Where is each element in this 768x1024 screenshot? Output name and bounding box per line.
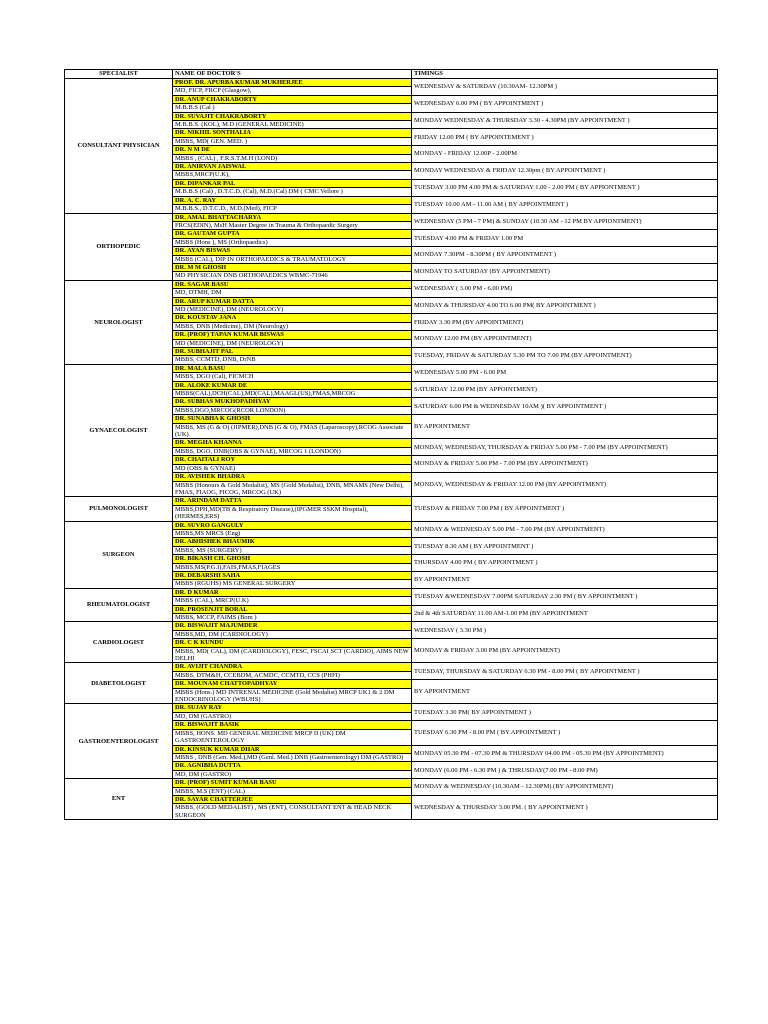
timing-cell: MONDAY & THURSDAY 4.00 TO 6.00 PM( BY APPOINTMENT ) (412, 297, 718, 314)
doctor-name: DR. SUJAY RAY (173, 704, 411, 712)
doctor-name: DR. SUBHAJIT PAL (173, 348, 411, 356)
timing-cell: SATURDAY 12.00 PM (BY APPOINTMENT) (412, 381, 718, 398)
doctor-name: DR. (PROF) SUMIT KUMAR BASU (173, 779, 411, 787)
specialty-cell: DIABETOLOGIST (65, 663, 173, 704)
timing-cell: TUESDAY 4.00 PM & FRIDAY 1.00 PM (412, 230, 718, 247)
timing-cell: TUESDAY 3.30 PM( BY APPOINTMENT ) (412, 704, 718, 721)
doctor-name: DR. CHAITALI ROY (173, 456, 411, 464)
specialty-cell: NEUROLOGIST (65, 280, 173, 364)
doctor-qualifications: MBBS , (CAL) , F.R.S.T.M.H (LOND) (175, 154, 278, 162)
doctor-cell (173, 398, 412, 415)
doctor-name: DR. DEBARSHI SAHA (173, 572, 411, 580)
doctor-qualifications: MBBS, MD( GEN. MED. ) (175, 137, 248, 145)
doctor-cell (173, 415, 412, 439)
doctor-qualifications: MD PHYSICIAN DNB ORTHOPAEDICS WBMC-71946 (175, 272, 328, 280)
timing-cell: MONDAY WEDNESDAY & FRIDAY 12.30pm ( BY APPOINTMENT ) (412, 163, 718, 180)
timing-cell: TUESDAY & FRIDAY 7.00 PM ( BY APPOINTMENT ) (412, 497, 718, 521)
doctor-cell (173, 538, 412, 555)
doctor-qualifications: MBBS, CCMTD, DNB, DrNB (175, 356, 256, 364)
doctor-qualifications: MBBS (CAL), DIP IN ORTHOPAEDICS & TRAUMATOLOGY (175, 255, 347, 263)
timing-cell: WEDNESDAY ( 3.30 PM ) (412, 622, 718, 639)
doctor-cell (173, 762, 412, 779)
table-row (65, 622, 718, 639)
doctor-name: PROF. DR. APURBA KUMAR MUKHERJEE (173, 79, 411, 87)
timing-cell: TUESDAY, THURSDAY & SATURDAY 6.30 PM - 8.00 PM ( BY APPOINTMENT ) (412, 663, 718, 680)
doctor-qualifications: MBBS, DGO (Cal), FICMCH (175, 373, 254, 381)
table-row (65, 79, 718, 96)
timing-cell: FRIDAY 3.30 PM (BY APPOINTMENT) (412, 314, 718, 331)
doctor-qualifications: MBBS, DGO, DNB(OBS & GYNAE), MRCOG 1 (LONDON) (175, 447, 341, 455)
doctor-name: DR. AMAL BHATTACHARYA (173, 214, 411, 222)
timing-cell: TUESDAY, FRIDAY & SATURDAY 5.30 PM TO 7.00 PM (BY APPOINTMENT) (412, 348, 718, 365)
doctor-qualifications: MBBS(CAL),DCH(CAL),MD(CAL),MAAGL(US),FMAS,MRCOG (175, 390, 356, 398)
timing-cell: MONDAY, WEDNESDAY & FRIDAY 12.00 PM (BY APPOINTMENT) (412, 473, 718, 497)
schedule-body (65, 79, 718, 820)
doctor-qualifications: MD (OBS & GYNAE) (175, 464, 236, 472)
doctor-cell (173, 456, 412, 473)
doctor-cell (173, 622, 412, 639)
doctor-cell (173, 571, 412, 588)
doctor-name: DR. ALOKE KUMAR DE (173, 382, 411, 390)
table-row (65, 588, 718, 605)
doctor-cell (173, 79, 412, 96)
timing-cell: MONDAY & WEDNESDAY (10.30AM - 12.30PM) (BY APPOINTMENT) (412, 779, 718, 796)
doctor-qualifications: MD (MEDICINE), DM (NEUROLOGY) (175, 339, 284, 347)
doctor-qualifications: MBBS (RGUHS) MS GENERAL SURGERY (175, 580, 296, 588)
timing-cell: FRIDAY 12.00 PM ( BY APPOINTEMENT ) (412, 129, 718, 146)
doctor-cell (173, 588, 412, 605)
timing-cell: WEDNESDAY (5 PM - 7 PM) & SUNDAY (10.30 AM - 12 PM BY APPIONTMENT) (412, 213, 718, 230)
table-row (65, 364, 718, 381)
table-row (65, 521, 718, 538)
specialty-cell: ORTHOPEDIC (65, 213, 173, 280)
doctor-cell (173, 247, 412, 264)
table-row (65, 663, 718, 680)
doctor-qualifications: MBBS, DTM&H, CCEBDM, ACMDC, CCMTD, CCS (PHFI) (175, 671, 340, 679)
doctor-qualifications: MBBS (Hons.) MD INTRENAL MEDICINE (Gold Medalist) MRCP UK1 & 2 DM ENDOCRINOLOGY (WBUHS) (175, 688, 395, 704)
doctor-qualifications: MD, DM (GASTRO) (175, 770, 232, 778)
doctor-cell (173, 146, 412, 163)
doctor-qualifications: FRCS(EDIN), MsH Master Degree in Trauma & Orthopaedic Surgery (175, 221, 358, 229)
doctor-qualifications: MBBS,DGO,MRCOG(RCOR LONDON) (175, 406, 286, 414)
timing-cell: MONDAY, WEDNESDAY, THURSDAY & FRIDAY 5.00 PM - 7.00 PM (BY APPOINTMENT) (412, 439, 718, 456)
table-row (65, 704, 718, 721)
doctor-name: DR. ARUP KUMAR DATTA (173, 298, 411, 306)
doctor-cell (173, 555, 412, 572)
timing-cell: TUESDAY 6.30 PM - 8.00 PM ( BY APPOINTMENT ) (412, 721, 718, 745)
doctor-cell (173, 129, 412, 146)
specialty-cell: PULMONOLOGIST (65, 497, 173, 521)
doctor-name: DR. ANIRVAN JAISWAL (173, 163, 411, 171)
doctor-name: DR. SUVRO GANGULY (173, 522, 411, 530)
doctor-qualifications: MBBS, MCCP, FAIMS (Bom ) (175, 614, 257, 621)
timing-cell: BY APPOINTMENT (412, 680, 718, 704)
doctor-qualifications: MBBS, (GOLD MEDALIST) , MS (ENT), CONSULTANT ENT & HEAD NECK SURGEON (175, 804, 392, 819)
doctor-cell (173, 721, 412, 745)
doctor-cell (173, 163, 412, 180)
doctor-qualifications: MD (MEDICINE), DM (NEUROLOGY) (175, 305, 284, 313)
timing-cell: WEDNESDAY 6.00 PM ( BY APPOINTMENT ) (412, 95, 718, 112)
timing-cell: MONDAY WEDNESDAY & THURSDAY 3.30 - 4.30PM (BY APPOINTMENT ) (412, 112, 718, 129)
doctor-name: DR. ABHISHEK BHAUMIK (173, 538, 411, 546)
timing-cell: 2nd & 4th SATURDAY 11.00 AM-1.00 PM (BY APPOINTMENT (412, 605, 718, 622)
specialty-cell: SURGEON (65, 521, 173, 588)
timing-cell: TUESDAY 8.30 AM ( BY APPOINTMENT ) (412, 538, 718, 555)
timing-cell: MONDAY & FRIDAY 5.00 PM - 7.00 PM (BY APPOINTMENT) (412, 456, 718, 473)
doctor-cell (173, 280, 412, 297)
specialty-cell: CARDIOLOGIST (65, 622, 173, 663)
doctor-cell (173, 364, 412, 381)
timing-cell: BY APPOINTMENT (412, 571, 718, 588)
doctor-name: DR. BISWAJIT BASIK (173, 721, 411, 729)
doctor-cell (173, 704, 412, 721)
timing-cell: BY APPOINTMENT (412, 415, 718, 439)
timing-cell: MONDAY & FRIDAY 3.00 PM (BY APPOINTMENT) (412, 639, 718, 663)
timing-cell: THURSDAY 4.00 PM ( BY APPOINTMENT ) (412, 555, 718, 572)
doctor-name: DR. SUNABHA K GHOSH (173, 415, 411, 423)
doctor-qualifications: MBBS , DNB (Gen. Med.),MD (Genl. Med.) DNB (Gastroenterology) DM (GASTRO) (175, 753, 404, 761)
doctor-name: DR. DIPANKAR PAL (173, 180, 411, 188)
doctor-qualifications: MBBS, MS (G & O) (JIPMER),DNB (G & O), FMAS (Laparoscopy),RCOG Associate (UK) (175, 423, 404, 439)
doctor-qualifications: MD, DTMH, DM (175, 289, 222, 297)
specialty-cell: CONSULTANT PHYSICIAN (65, 79, 173, 214)
timing-cell: MONDAY 05.30 PM - 07.30 PM & THURSDAY 04.00 PM - 05.30 PM (BY APPOINTMENT) (412, 745, 718, 762)
doctor-name: DR. MEGHA KHANNA (173, 439, 411, 447)
doctor-name: DR. A. C. RAY (173, 197, 411, 205)
doctor-qualifications: MBBS,MRCP(U.K), (175, 171, 230, 179)
doctor-qualifications: MBBS (CAL), MRCP(U.K) (175, 597, 249, 605)
doctor-name: DR. BISWAJIT MAJUMDER (173, 622, 411, 630)
doctor-qualifications: MBBS, MS (SURGERY) (175, 546, 242, 554)
doctor-cell (173, 663, 412, 680)
doctor-name: DR. GAUTAM GUPTA (173, 230, 411, 238)
doctor-name: DR. C K KUNDU (173, 639, 411, 647)
doctor-qualifications: MBBS (Honours & Gold Medalist), MS (Gold Medalist), DNB, MNAMS (New Delhi), FMAS, FIAOG, FICOG, MRCOG (UK) (175, 481, 404, 496)
timing-cell: WEDNESDAY & SATURDAY (10.30AM- 12.30PM ) (412, 79, 718, 96)
table-row (65, 213, 718, 230)
timing-cell: WEDNESDAY ( 3.00 PM - 6.00 PM) (412, 280, 718, 297)
doctor-qualifications: M.B.B.S., D.T.C.D., M.D.(Med), FICP (175, 205, 277, 213)
doctor-cell (173, 95, 412, 112)
timing-cell: TUESDAY 3.00 PM 4.00 PM & SATURDAY 1.00 - 2.00 PM ( BY APPIONTMENT ) (412, 179, 718, 196)
doctor-name: DR. AVIJIT CHANDRA (173, 663, 411, 671)
doctor-name: DR. PROSENJIT BORAL (173, 606, 411, 614)
table-row (65, 497, 718, 521)
doctor-name: DR. KINSUK KUMAR DHAR (173, 746, 411, 754)
doctor-cell (173, 314, 412, 331)
doctor-qualifications: MBBS, M.S (ENT) (CAL) (175, 787, 245, 795)
doctor-cell (173, 473, 412, 497)
doctor-cell (173, 639, 412, 663)
doctor-qualifications: M.B.B.S (Cal) , D.T.C.D. (Cal), M.D.(Cal) DM ( CMC Vellore ) (175, 188, 343, 196)
doctor-cell (173, 680, 412, 704)
timing-cell: MONDAY TO SATURDAY (BY APPOINTMENT) (412, 263, 718, 280)
header-row (65, 70, 718, 79)
doctor-cell (173, 348, 412, 365)
doctor-name: DR. SUBHAS MUKHOPADHYAY (173, 398, 411, 406)
doctor-cell (173, 439, 412, 456)
doctor-cell (173, 196, 412, 213)
header-doctor: NAME OF DOCTOR'S (173, 70, 412, 79)
doctor-name: DR. MOUNAM CHATTOPADHYAY (173, 680, 411, 688)
doctor-name: DR. AYAN BISWAS (173, 247, 411, 255)
doctor-qualifications: MBBS,DPH,MD(TB & Respiratory Disease),(IPGMER SSKM Hospital),(HERMES,ERS) (175, 505, 369, 521)
doctor-name: DR. SAGAR BASU (173, 281, 411, 289)
doctor-qualifications: MBBS (Hons ), MS (Orthopaedics) (175, 238, 268, 246)
timing-cell: TUESDAY 10.00 AM - 11.00 AM ( BY APPOINTMENT ) (412, 196, 718, 213)
doctor-qualifications: MD, DM (GASTRO) (175, 712, 232, 720)
doctor-cell (173, 521, 412, 538)
doctor-qualifications: MBBS,MS(P.G.I),FAIS,FMAS,FIAGES (175, 563, 281, 571)
doctor-cell (173, 263, 412, 280)
timing-cell: TUESDAY &WEDNESDAY 7.00PM SATURDAY 2.30 PM ( BY APPOINTMENT ) (412, 588, 718, 605)
header-specialist: SPECIALIST (65, 70, 173, 79)
doctor-qualifications: MBBS, MD( CAL), DM (CARDIOLOGY), FESC, FSCAI SCT (CARDIO), AIMS NEW DELHI (175, 647, 409, 663)
doctor-qualifications: MD, FICP, FRCP (Glasgow), (175, 87, 252, 95)
doctor-cell (173, 297, 412, 314)
doctor-cell (173, 745, 412, 762)
specialty-cell: RHEUMATOLOGIST (65, 588, 173, 622)
doctor-cell (173, 112, 412, 129)
timing-cell: WEDNESDAY & THURSDAY 3.00 PM. ( BY APPOINTMENT ) (412, 795, 718, 819)
doctor-name: DR. MALA BASU (173, 365, 411, 373)
doctor-qualifications: MBBS,MD, DM (CARDIOLOGY) (175, 630, 268, 638)
doctor-cell (173, 497, 412, 521)
doctor-schedule-table (64, 69, 718, 820)
doctor-name: DR. NIKHIL SONTHALIA (173, 129, 411, 137)
doctor-cell (173, 381, 412, 398)
header-timings: TIMINGS (412, 70, 718, 79)
doctor-name: DR. (PROF) TAPAN KUMAR BISWAS (173, 331, 411, 339)
doctor-name: DR. SAYAR CHATTERJEE (173, 796, 411, 804)
doctor-name: DR. ANUP CHAKRABORTY (173, 96, 411, 104)
specialty-cell: ENT (65, 779, 173, 820)
doctor-cell (173, 230, 412, 247)
doctor-name: DR. SUVAJIT CHAKRABORTY (173, 113, 411, 121)
timing-cell: MONDAY 7.30PM - 8.30PM ( BY APPOINTMENT ) (412, 247, 718, 264)
doctor-name: DR. N M DE (173, 146, 411, 154)
doctor-qualifications: MBBS, DNB (Medicine), DM (Neurology) (175, 322, 289, 330)
doctor-qualifications: MBBS, HONS. MD GENERAL MEDICINE MRCP II (UK) DM GASTROENTEROLOGY (175, 729, 346, 745)
doctor-name: DR. AGNIBHA DUTTA (173, 762, 411, 770)
doctor-cell (173, 605, 412, 622)
doctor-name: DR. BIKASH CH. GHOSH (173, 555, 411, 563)
specialty-cell: GASTROENTEROLOGIST (65, 704, 173, 779)
doctor-qualifications: M.B.B.S (Cal ) (175, 104, 215, 112)
doctor-name: DR. D KUMAR (173, 589, 411, 597)
doctor-cell (173, 213, 412, 230)
timing-cell: MONDAY & WEDNESDAY 5.00 PM - 7.00 PM (BY APPOINTMENT) (412, 521, 718, 538)
table-row (65, 280, 718, 297)
doctor-name: DR. M M GHOSH (173, 264, 411, 272)
doctor-qualifications: M.B.B.S. (KOL), M.D (GENERAL MEDICINE) (175, 121, 304, 129)
specialty-cell: GYNAECOLOGIST (65, 364, 173, 497)
table-row (65, 779, 718, 796)
timing-cell: WEDNESDAY 5.00 PM - 6.00 PM (412, 364, 718, 381)
timing-cell: MONDAY 12.00 PM (BY APPOINTMENT) (412, 331, 718, 348)
doctor-cell (173, 779, 412, 796)
timing-cell: SATURDAY 6.00 PM & WEDNESDAY 10AM )( BY APPOINTMENT ) (412, 398, 718, 415)
doctor-name: DR. ARINDAM DATTA (173, 497, 411, 505)
doctor-cell (173, 179, 412, 196)
doctor-cell (173, 795, 412, 819)
timing-cell: MONDAY - FRIDAY 12.00P - 2.00PM (412, 146, 718, 163)
timing-cell: MONDAY (6.00 PM - 6.30 PM ) & THRUSDAY(7.00 PM - 8.00 PM) (412, 762, 718, 779)
doctor-name: DR. KOUSTAV JANA (173, 314, 411, 322)
doctor-qualifications: MBBS,MS MRCS (Eng) (175, 529, 241, 537)
doctor-cell (173, 331, 412, 348)
doctor-name: DR. AVISHEK BHADRA (173, 473, 411, 481)
